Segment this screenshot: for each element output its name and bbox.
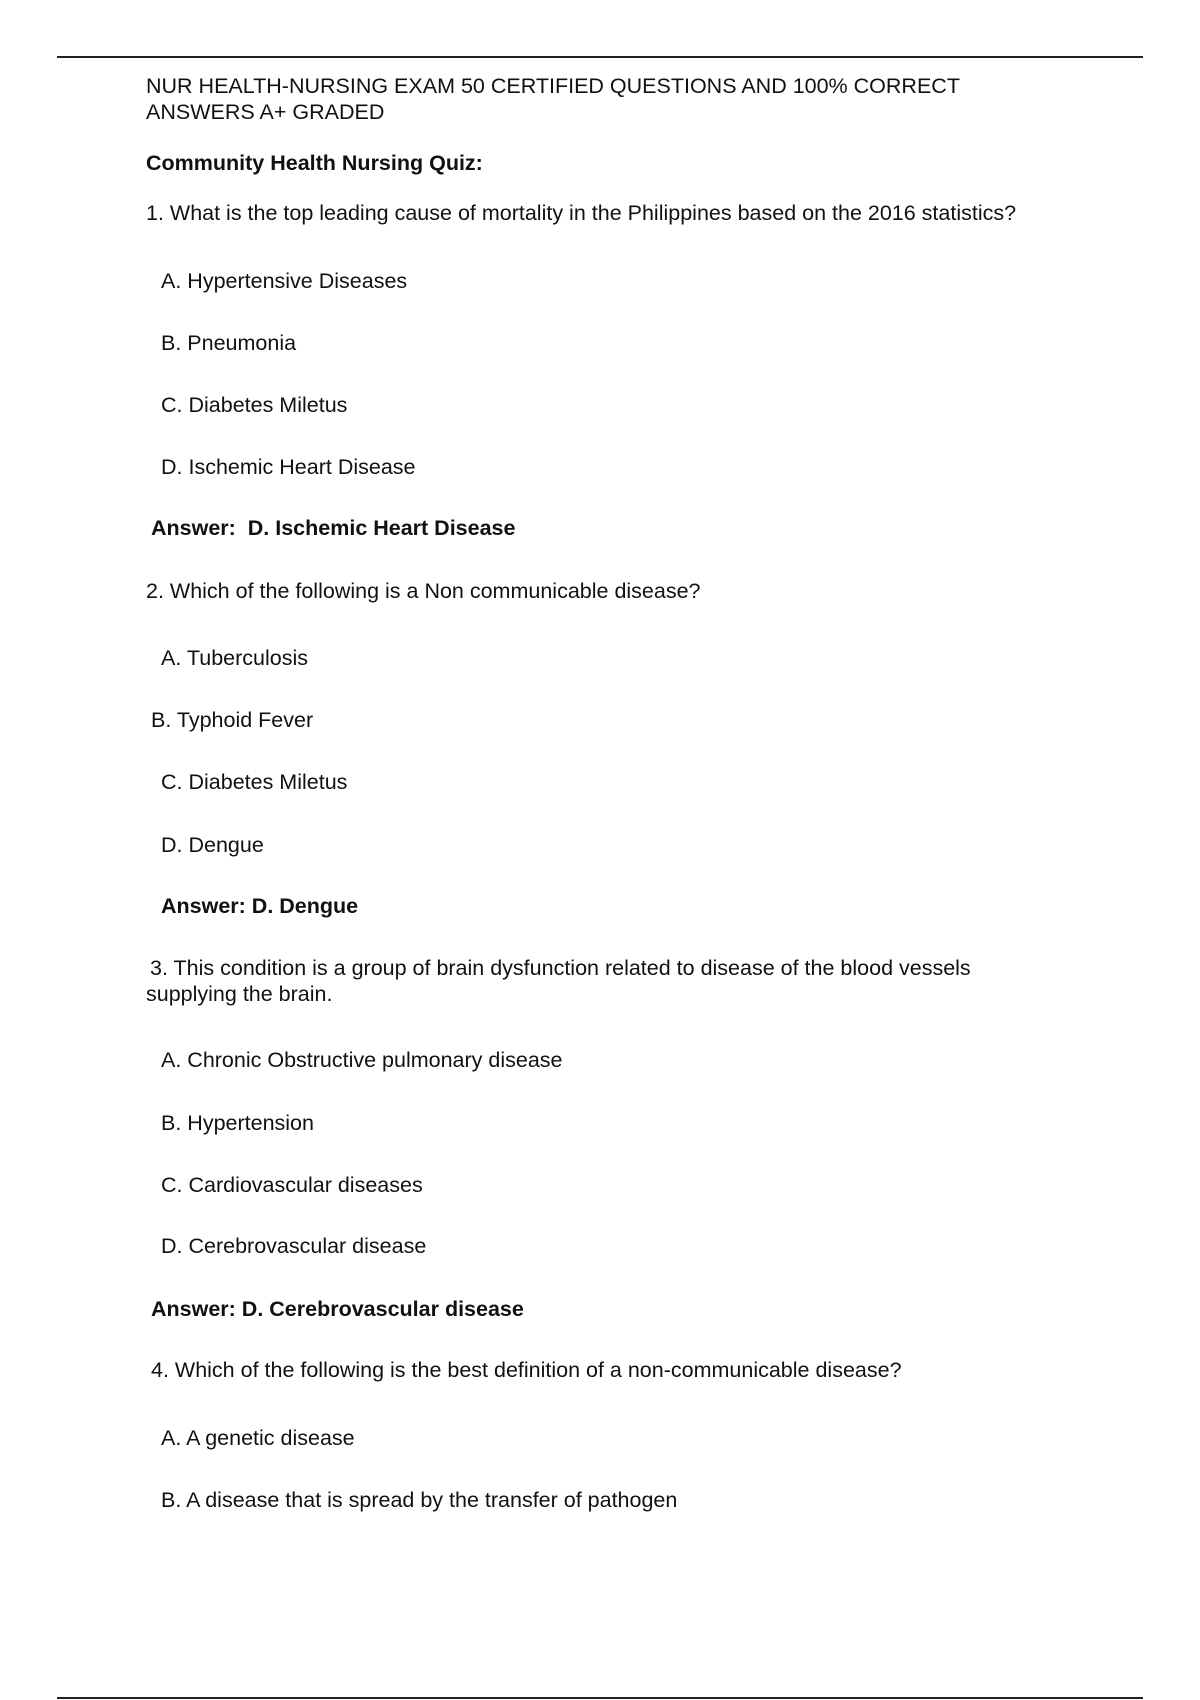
question-3-option-c: C. Cardiovascular diseases <box>161 1173 423 1197</box>
question-3-option-d: D. Cerebrovascular disease <box>161 1234 427 1258</box>
document-title-line-2: ANSWERS A+ GRADED <box>146 100 385 124</box>
question-3-option-a: A. Chronic Obstructive pulmonary disease <box>161 1048 563 1072</box>
top-rule <box>57 56 1143 58</box>
question-2-answer: Answer: D. Dengue <box>161 894 359 918</box>
question-3-text-line-2: supplying the brain. <box>146 982 333 1006</box>
question-4-option-b: B. A disease that is spread by the transfer of pathogen <box>161 1488 678 1512</box>
document-title-line-1: NUR HEALTH-NURSING EXAM 50 CERTIFIED QUESTIONS AND 100% CORRECT <box>146 74 960 98</box>
question-3-text-line-1: 3. This condition is a group of brain dysfunction related to disease of the blood vessels <box>150 956 971 980</box>
question-1-option-b: B. Pneumonia <box>161 331 297 355</box>
bottom-rule <box>57 1697 1143 1699</box>
question-3-answer: Answer: D. Cerebrovascular disease <box>151 1297 524 1321</box>
question-1-text: 1. What is the top leading cause of mortality in the Philippines based on the 2016 statistics? <box>146 201 1017 225</box>
question-2-option-c: C. Diabetes Miletus <box>161 770 348 794</box>
question-1-option-c: C. Diabetes Miletus <box>161 393 348 417</box>
section-heading: Community Health Nursing Quiz: <box>146 151 483 175</box>
question-2-option-d: D. Dengue <box>161 833 264 857</box>
question-4-option-a: A. A genetic disease <box>161 1426 355 1450</box>
question-3-option-b: B. Hypertension <box>161 1111 314 1135</box>
question-2-option-b: B. Typhoid Fever <box>151 708 314 732</box>
question-1-option-a: A. Hypertensive Diseases <box>161 269 408 293</box>
question-4-text: 4. Which of the following is the best definition of a non-communicable disease? <box>151 1358 902 1382</box>
question-1-answer: Answer: D. Ischemic Heart Disease <box>151 516 516 540</box>
question-2-option-a: A. Tuberculosis <box>161 646 308 670</box>
question-2-text: 2. Which of the following is a Non communicable disease? <box>146 579 701 603</box>
question-1-option-d: D. Ischemic Heart Disease <box>161 455 416 479</box>
